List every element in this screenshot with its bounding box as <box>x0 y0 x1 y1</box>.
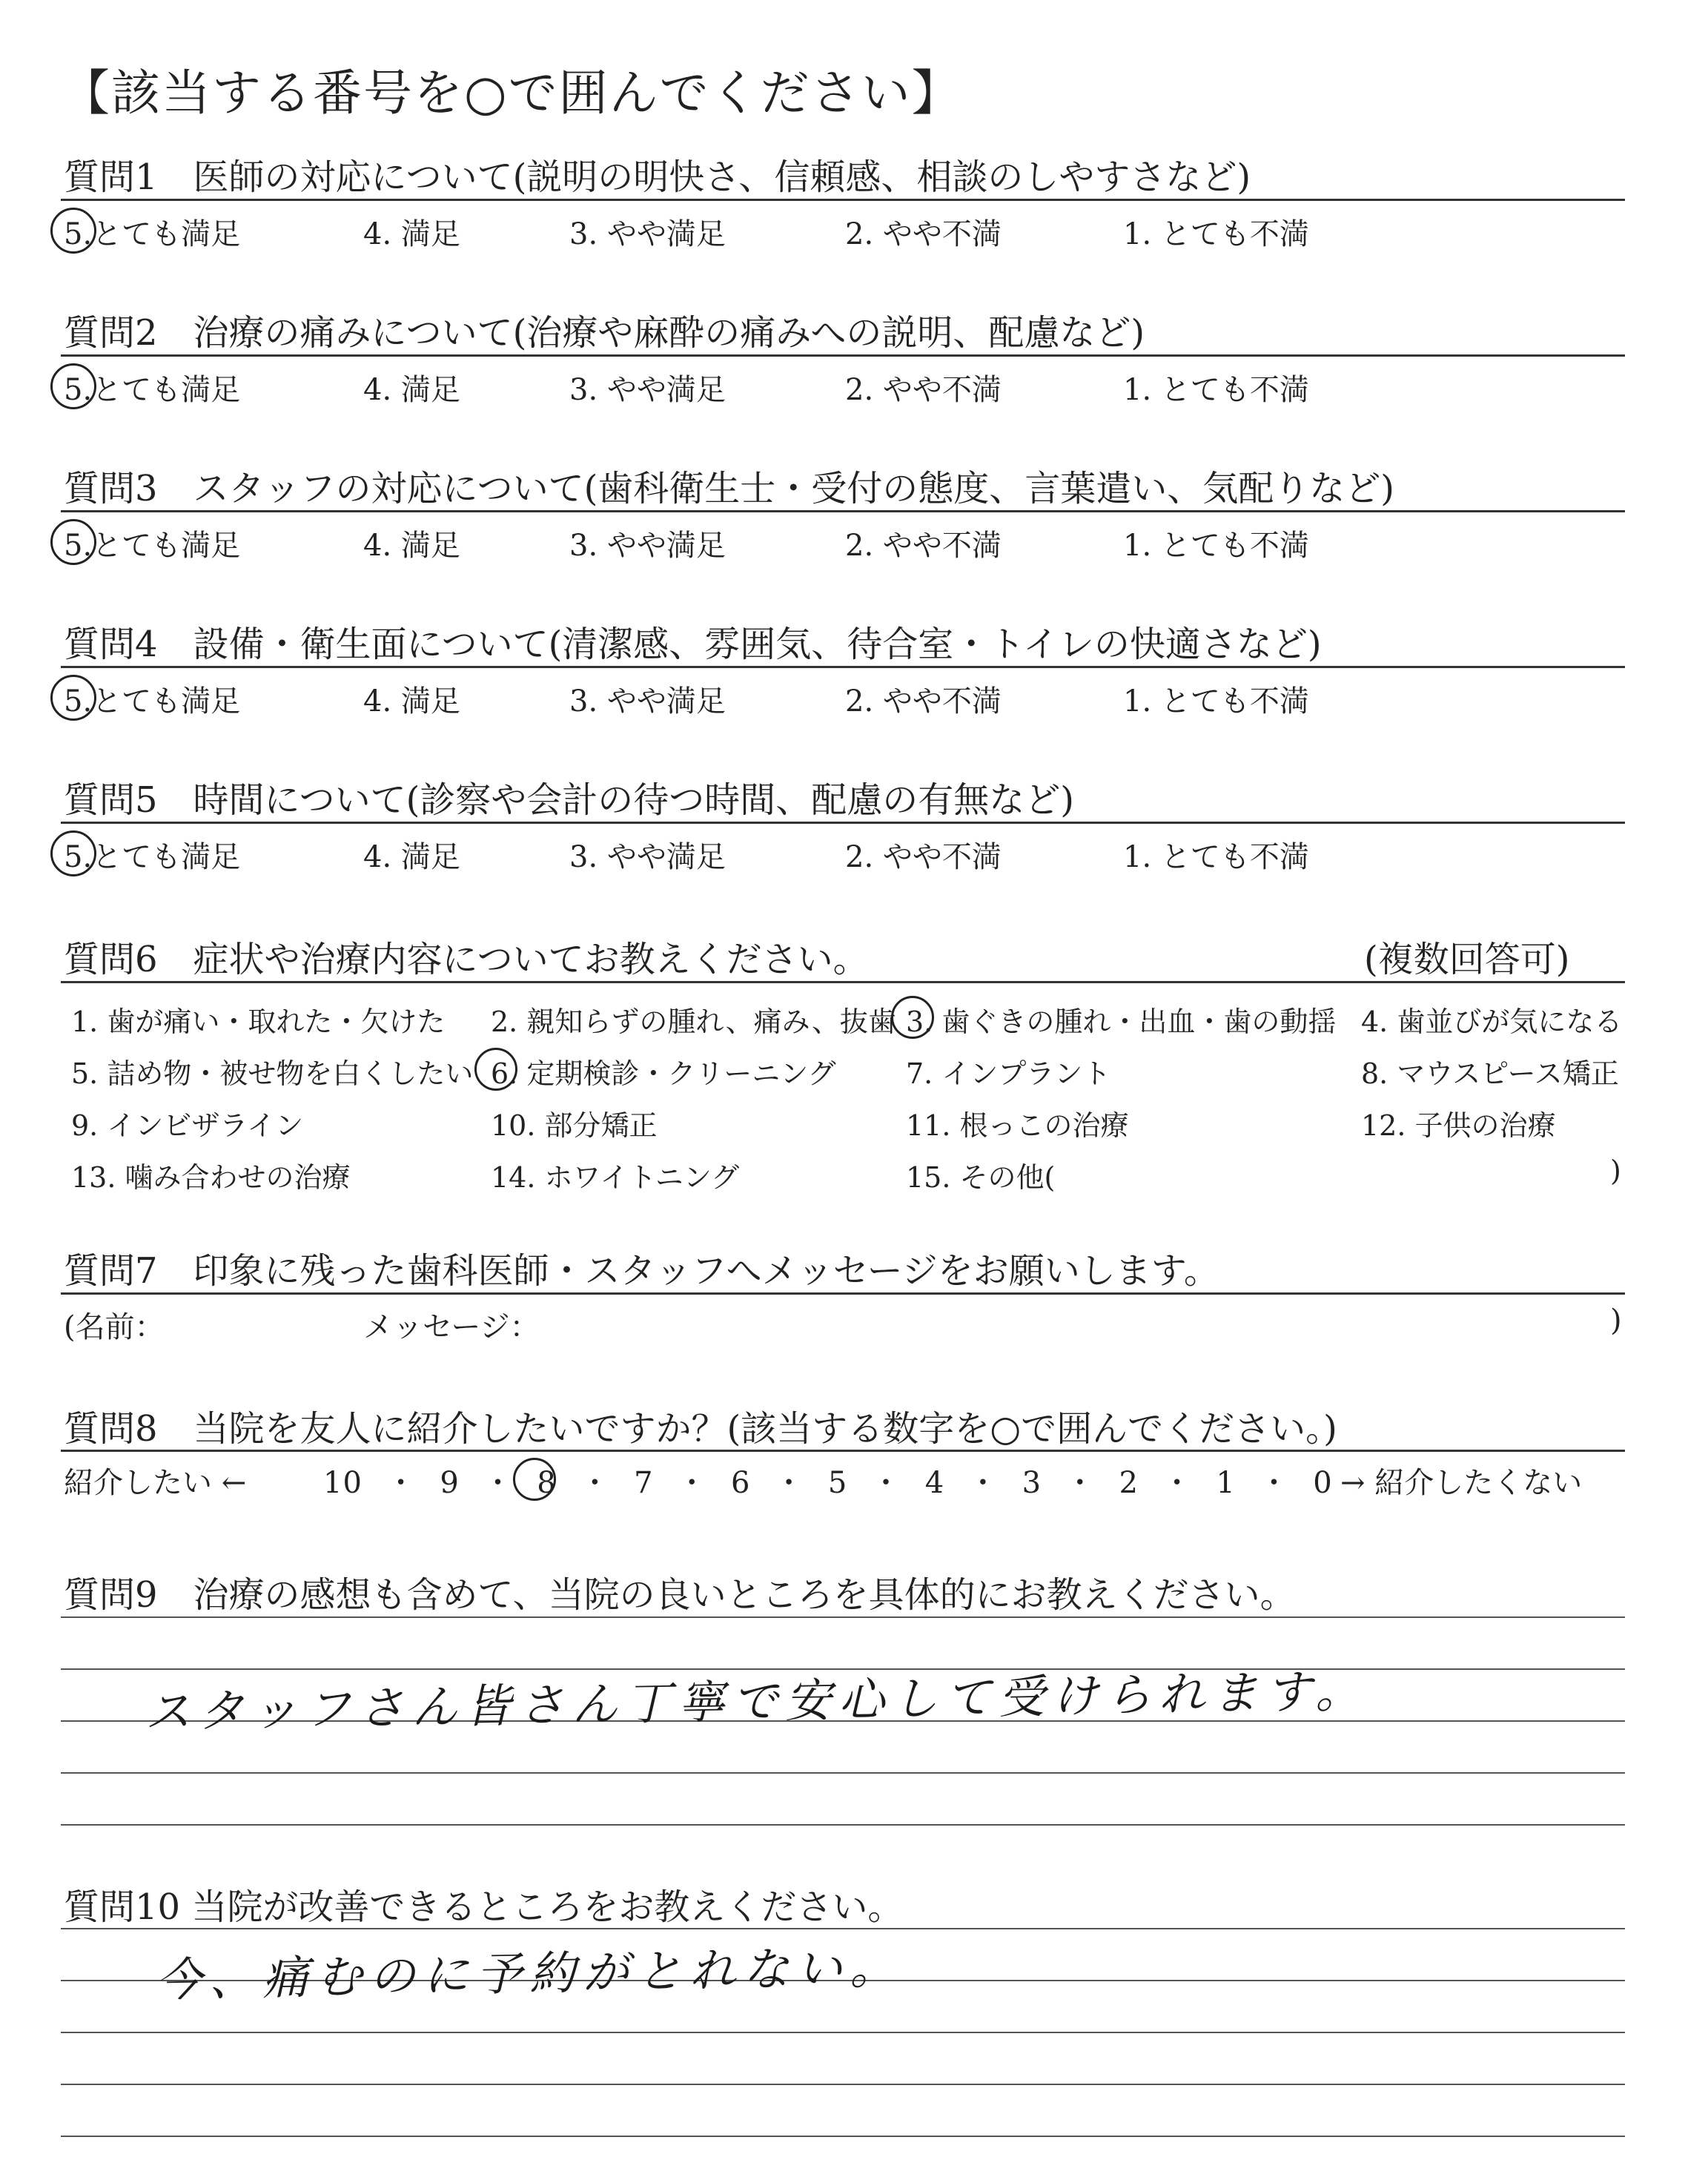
q5-option[interactable]: 2. やや不満 <box>845 840 1002 874</box>
q6-option[interactable]: 7. インプラント <box>906 1057 1111 1090</box>
q7-rule <box>61 1292 1625 1295</box>
q10-title: 質問10 当院が改善できるところをお教えください。 <box>64 1886 904 1928</box>
q9-handwritten-answer: スタッフさん皆さん丁寧で安心して受けられます。 <box>144 1663 1369 1740</box>
q6-option[interactable]: 15. その他( <box>906 1161 1056 1194</box>
q10-line-3 <box>61 2032 1625 2033</box>
q6-option[interactable]: ) <box>1610 1155 1621 1187</box>
q4-option[interactable]: 4. 満足 <box>363 684 460 719</box>
q2-rule <box>61 354 1625 357</box>
form-header: 【該当する番号を○で囲んでください】 <box>61 65 962 122</box>
q4-rule <box>61 666 1625 668</box>
q5-title: 質問5 時間について(診察や会計の待つ時間、配慮の有無など) <box>64 779 1075 821</box>
q6-option[interactable]: 11. 根っこの治療 <box>906 1109 1129 1142</box>
q6-option[interactable]: 6. 定期検診・クリーニング <box>491 1057 836 1090</box>
q6-note: (複数回答可) <box>1364 939 1570 980</box>
q8-right-label: → 紹介したくない <box>1340 1466 1583 1500</box>
q7-title: 質問7 印象に残った歯科医師・スタッフへメッセージをお願いします。 <box>64 1250 1219 1292</box>
q6-selection-circle <box>891 996 934 1039</box>
q2-option[interactable]: 2. やや不満 <box>845 373 1002 407</box>
q3-option[interactable]: 1. とても不満 <box>1123 529 1309 563</box>
q3-selection-circle <box>50 519 96 565</box>
q4-option[interactable]: 2. やや不満 <box>845 684 1002 719</box>
q8-left-label: 紹介したい ← <box>64 1466 247 1500</box>
q3-rule <box>61 510 1625 512</box>
q4-option[interactable]: 5.とても満足 <box>64 684 241 719</box>
q5-selection-circle <box>50 830 96 876</box>
q4-option[interactable]: 3. やや満足 <box>569 684 726 719</box>
q6-option[interactable]: 13. 噛み合わせの治療 <box>71 1161 351 1194</box>
q2-option[interactable]: 5.とても満足 <box>64 373 241 407</box>
q8-scale: 10 ・ 9 ・ 8 ・ 7 ・ 6 ・ 5 ・ 4 ・ 3 ・ 2 ・ 1 ・ 0 <box>323 1466 1333 1500</box>
q10-line-1 <box>61 1928 1625 1929</box>
q2-option[interactable]: 4. 満足 <box>363 373 460 407</box>
q8-rule <box>61 1450 1625 1452</box>
q9-line-1 <box>61 1616 1625 1618</box>
q5-option[interactable]: 3. やや満足 <box>569 840 726 874</box>
q3-option[interactable]: 2. やや不満 <box>845 529 1002 563</box>
q6-selection-circle <box>474 1048 517 1091</box>
q2-selection-circle <box>50 363 96 409</box>
q4-option[interactable]: 1. とても不満 <box>1123 684 1309 719</box>
q5-option[interactable]: 5.とても満足 <box>64 840 241 874</box>
q9-line-4 <box>61 1772 1625 1774</box>
q5-option[interactable]: 4. 満足 <box>363 840 460 874</box>
q3-title: 質問3 スタッフの対応について(歯科衛生士・受付の態度、言葉遣い、気配りなど) <box>64 468 1395 509</box>
q10-line-4 <box>61 2084 1625 2085</box>
q8-title: 質問8 当院を友人に紹介したいですか？(該当する数字を○で囲んでください。) <box>64 1408 1337 1450</box>
q8-selection-circle <box>513 1458 556 1501</box>
q6-option[interactable]: 5. 詰め物・被せ物を白くしたい <box>71 1057 474 1090</box>
q7-name-label: (名前： <box>64 1310 165 1344</box>
q1-option[interactable]: 5.とても満足 <box>64 217 241 251</box>
q10-handwritten-answer: 今、痛むのに予約がとれない。 <box>155 1940 904 2007</box>
q1-option[interactable]: 3. やや満足 <box>569 217 726 251</box>
q6-option[interactable]: 2. 親知らずの腫れ、痛み、抜歯 <box>491 1005 896 1038</box>
q9-title: 質問9 治療の感想も含めて、当院の良いところを具体的にお教えください。 <box>64 1574 1296 1616</box>
q3-option[interactable]: 5.とても満足 <box>64 529 241 563</box>
q1-rule <box>61 199 1625 201</box>
q2-title: 質問2 治療の痛みについて(治療や麻酔の痛みへの説明、配慮など) <box>64 312 1145 354</box>
q1-option[interactable]: 1. とても不満 <box>1123 217 1309 251</box>
q7-message-label: メッセージ： <box>363 1310 540 1344</box>
q6-option[interactable]: 10. 部分矯正 <box>491 1109 658 1142</box>
q9-line-5 <box>61 1824 1625 1826</box>
q5-option[interactable]: 1. とても不満 <box>1123 840 1309 874</box>
q6-option[interactable]: 8. マウスピース矯正 <box>1361 1057 1619 1090</box>
q3-option[interactable]: 3. やや満足 <box>569 529 726 563</box>
q6-title: 質問6 症状や治療内容についてお教えください。 <box>64 939 869 980</box>
q6-option[interactable]: 1. 歯が痛い・取れた・欠けた <box>71 1005 446 1038</box>
q4-selection-circle <box>50 675 96 721</box>
q7-close-paren: ) <box>1610 1304 1622 1338</box>
q1-option[interactable]: 4. 満足 <box>363 217 460 251</box>
q3-option[interactable]: 4. 満足 <box>363 529 460 563</box>
q2-option[interactable]: 1. とても不満 <box>1123 373 1309 407</box>
q6-option[interactable]: 14. ホワイトニング <box>491 1161 740 1194</box>
q1-option[interactable]: 2. やや不満 <box>845 217 1002 251</box>
q2-option[interactable]: 3. やや満足 <box>569 373 726 407</box>
q6-option[interactable]: 12. 子供の治療 <box>1361 1109 1556 1142</box>
q1-selection-circle <box>50 208 96 254</box>
q5-rule <box>61 822 1625 824</box>
q6-option[interactable]: 9. インビザライン <box>71 1109 304 1142</box>
q6-option[interactable]: 4. 歯並びが気になる <box>1361 1005 1623 1038</box>
q4-title: 質問4 設備・衛生面について(清潔感、雰囲気、待合室・トイレの快適さなど) <box>64 624 1322 665</box>
q6-option[interactable]: 3. 歯ぐきの腫れ・出血・歯の動揺 <box>906 1005 1337 1038</box>
q6-rule <box>61 981 1625 983</box>
q1-title: 質問1 医師の対応について(説明の明快さ、信頼感、相談のしやすさなど) <box>64 156 1251 198</box>
q10-line-5 <box>61 2136 1625 2137</box>
